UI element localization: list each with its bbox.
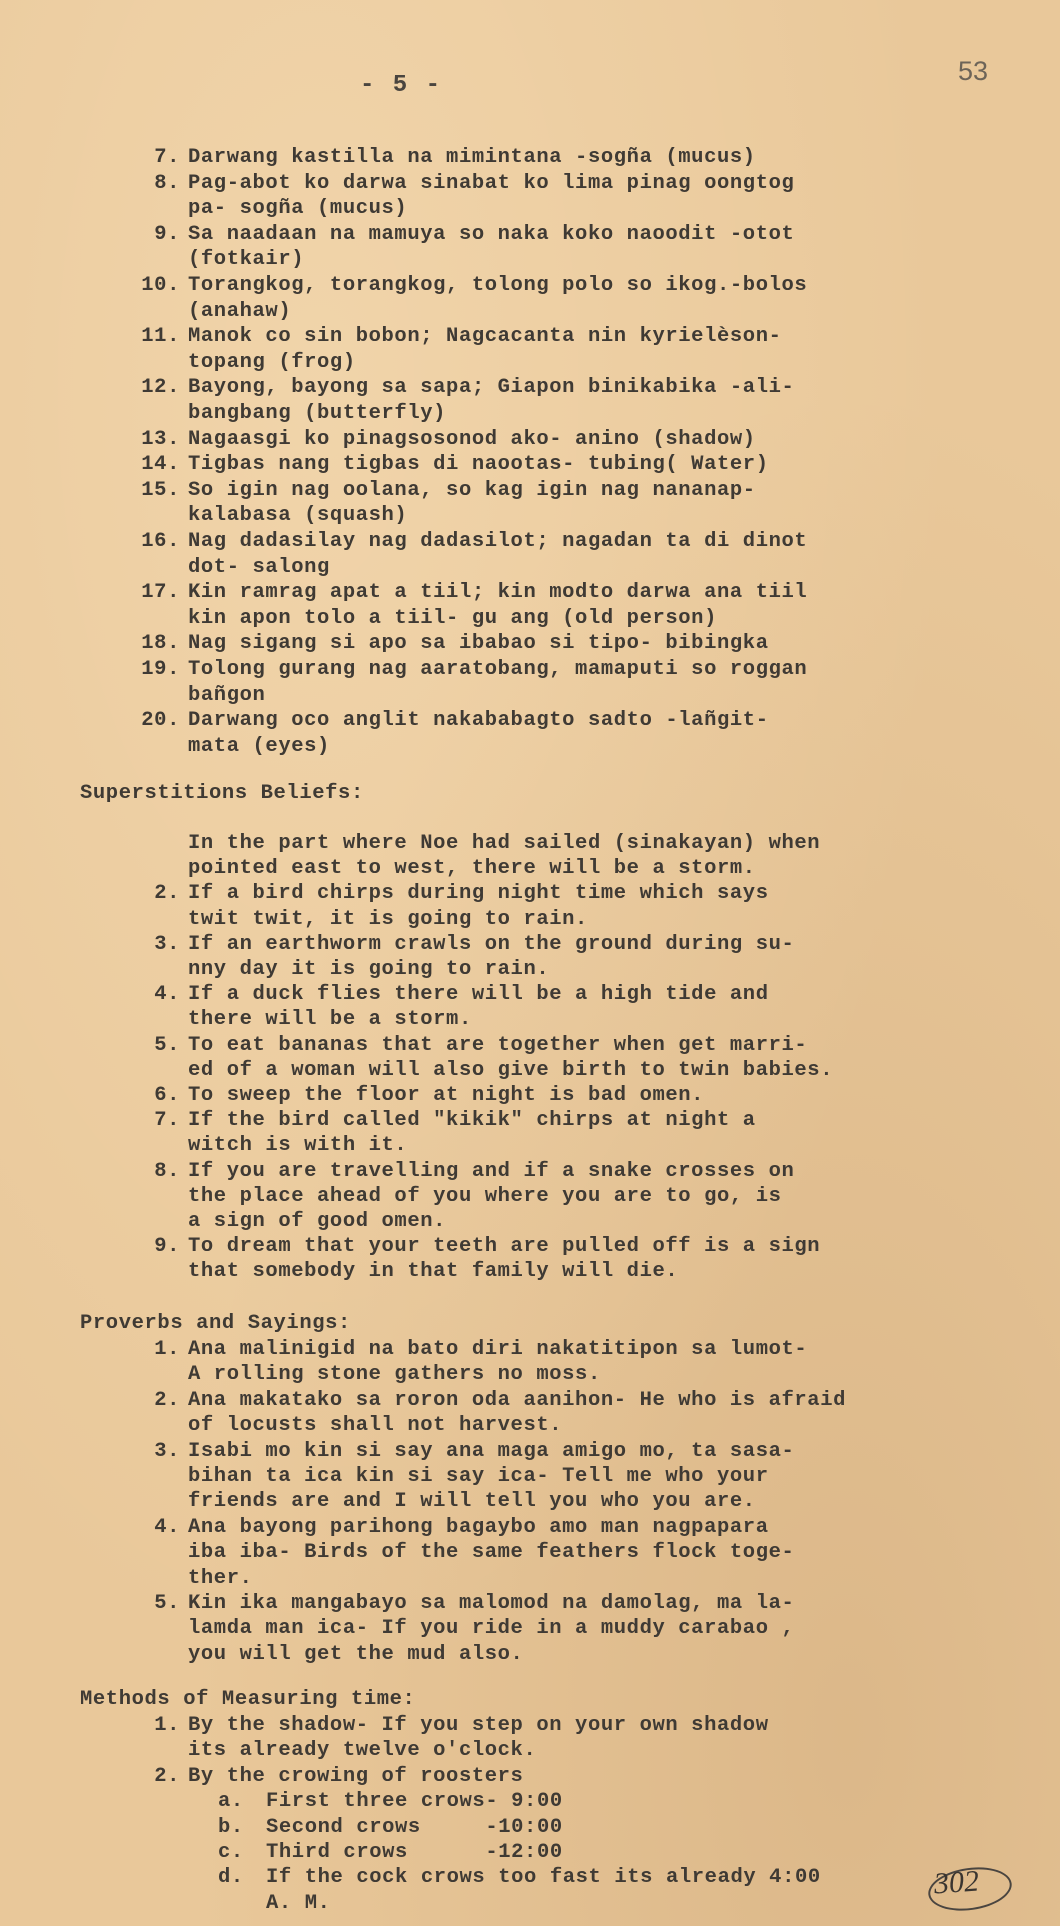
text-line xyxy=(136,1440,794,1464)
text-line xyxy=(136,504,407,528)
text-line xyxy=(136,376,794,400)
text-line xyxy=(136,1363,601,1387)
item-text: Bayong, bayong sa sapa; Giapon binikabika -ali- xyxy=(188,376,795,400)
text-line xyxy=(136,882,769,906)
text-line xyxy=(136,1567,253,1591)
sub-item xyxy=(218,1866,821,1890)
item-text: Ana bayong parihong bagaybo amo man nagpapara xyxy=(188,1515,769,1539)
text-line xyxy=(136,1160,794,1184)
text-line xyxy=(136,709,769,733)
item-text: kin apon tolo a tiil- gu ang (old person) xyxy=(188,606,717,630)
text-line xyxy=(136,351,356,375)
item-text: bihan ta ica kin si say ica- Tell me who your xyxy=(188,1465,769,1488)
sub-item-text: First three crows- 9:00 xyxy=(266,1790,563,1814)
item-text: Tolong gurang nag aaratobang, mamaputi so roggan xyxy=(188,658,808,681)
text-line xyxy=(136,1765,523,1789)
item-text: pa- sogña (mucus) xyxy=(188,197,408,221)
item-number: 18. xyxy=(141,632,180,656)
item-text: In the part where Noe had sailed (sinakayan) when xyxy=(188,832,821,855)
text-line xyxy=(136,453,769,477)
item-text: To sweep the floor at night is bad omen. xyxy=(188,1084,705,1107)
item-number: 5. xyxy=(154,1033,180,1057)
text-line xyxy=(136,832,820,856)
item-text: (anahaw) xyxy=(188,299,292,323)
item-text: ther. xyxy=(188,1566,253,1590)
text-line xyxy=(136,1235,820,1259)
text-line xyxy=(136,479,756,503)
item-number: 8. xyxy=(154,1159,180,1183)
item-text: If an earthworm crawls on the ground during su- xyxy=(188,932,795,956)
text-line xyxy=(136,908,588,932)
item-number: 9. xyxy=(154,1235,180,1259)
item-number: 3. xyxy=(154,1439,180,1463)
text-line xyxy=(136,857,756,881)
text-line xyxy=(136,556,330,580)
item-text: Darwang kastilla na mimintana -sogña (mucus) xyxy=(188,146,756,169)
measuring-time-heading: Methods of Measuring time: xyxy=(80,1688,416,1711)
item-number: 2. xyxy=(154,1764,180,1788)
item-text: iba iba- Birds of the same feathers flock toge- xyxy=(188,1541,795,1565)
item-number: 5. xyxy=(154,1592,180,1615)
item-number: 7. xyxy=(154,1109,180,1133)
item-text: there will be a storm. xyxy=(188,1008,472,1032)
text-line xyxy=(136,1714,769,1738)
text-line xyxy=(136,1260,678,1284)
item-text: Nag sigang si apo sa ibabao si tipo- bibingka xyxy=(188,632,769,656)
item-number: 8. xyxy=(154,171,180,195)
item-number: 15. xyxy=(141,478,180,502)
sub-item-letter: a. xyxy=(218,1790,244,1814)
item-text: Kin ramrag apat a tiil; kin modto darwa ana tiil xyxy=(188,581,808,605)
item-number: 14. xyxy=(141,453,180,477)
item-text: that somebody in that family will die. xyxy=(188,1260,679,1284)
sub-item xyxy=(218,1790,563,1814)
item-text: dot- salong xyxy=(188,555,330,579)
item-number: 10. xyxy=(141,274,180,297)
item-number: 19. xyxy=(141,658,180,681)
item-number: 4. xyxy=(154,1515,180,1539)
item-text: twit twit, it is going to rain. xyxy=(188,907,588,931)
proverbs-heading: Proverbs and Sayings: xyxy=(80,1312,351,1335)
text-line xyxy=(136,1185,782,1209)
item-text: A rolling stone gathers no moss. xyxy=(188,1363,601,1387)
item-text: a sign of good omen. xyxy=(188,1210,447,1233)
text-line xyxy=(136,607,717,631)
text-line xyxy=(136,223,794,247)
item-text: To dream that your teeth are pulled off is a sign xyxy=(188,1235,821,1259)
item-number: 3. xyxy=(154,932,180,956)
text-line xyxy=(136,735,330,759)
text-line xyxy=(136,933,794,957)
item-number: 1. xyxy=(154,1338,180,1361)
item-number: 1. xyxy=(154,1714,180,1737)
text-line xyxy=(136,172,794,196)
item-text: the place ahead of you where you are to go, is xyxy=(188,1184,782,1208)
text-line xyxy=(136,1389,846,1413)
item-text: Nagaasgi ko pinagsosonod ako- anino (shadow) xyxy=(188,427,756,451)
item-number: 13. xyxy=(141,427,180,451)
text-line xyxy=(136,1541,794,1565)
text-line xyxy=(136,658,807,682)
item-text: Nag dadasilay nag dadasilot; nagadan ta di dinot xyxy=(188,530,808,553)
item-text: If the bird called "kikik" chirps at night a xyxy=(188,1109,756,1133)
sub-item-letter: c. xyxy=(218,1841,244,1864)
text-line xyxy=(136,1490,756,1514)
text-line xyxy=(136,300,291,324)
item-number: 17. xyxy=(141,581,180,605)
text-line xyxy=(136,248,304,272)
page-number-handwritten: 53 xyxy=(958,56,989,86)
item-text: By the shadow- If you step on your own shadow xyxy=(188,1714,769,1737)
text-line xyxy=(136,146,756,170)
item-number: 2. xyxy=(154,1388,180,1412)
text-line xyxy=(136,1134,407,1158)
item-text: Ana makatako sa roron oda aanihon- He who is afraid xyxy=(188,1388,847,1412)
item-text: bañgon xyxy=(188,683,266,707)
item-number: 9. xyxy=(154,222,180,246)
item-text: If a bird chirps during night time which says xyxy=(188,882,769,906)
item-text: nny day it is going to rain. xyxy=(188,958,550,981)
item-text: Isabi mo kin si say ana maga amigo mo, ta sasa- xyxy=(188,1439,795,1463)
item-text: Sa naadaan na mamuya so naka koko naoodit -otot xyxy=(188,222,795,246)
item-number: 11. xyxy=(141,325,180,349)
item-text: Tigbas nang tigbas di naootas- tubing( Water) xyxy=(188,453,769,477)
item-text: So igin nag oolana, so kag igin nag nananap- xyxy=(188,478,756,502)
item-number: 16. xyxy=(141,530,180,553)
text-line xyxy=(136,983,769,1007)
text-line xyxy=(136,1034,807,1058)
item-text: its already twelve o'clock. xyxy=(188,1739,537,1763)
text-line xyxy=(136,1008,472,1032)
item-text: friends are and I will tell you who you are. xyxy=(188,1490,756,1514)
sub-item-letter: d. xyxy=(218,1866,244,1890)
item-text: ed of a woman will also give birth to twin babies. xyxy=(188,1058,834,1082)
sub-item-text: If the cock crows too fast its already 4:00 xyxy=(266,1866,821,1890)
text-line xyxy=(136,1617,794,1641)
text-line xyxy=(136,958,549,982)
text-line xyxy=(136,197,407,221)
item-number: 2. xyxy=(154,882,180,906)
item-text: Pag-abot ko darwa sinabat ko lima pinag oongtog xyxy=(188,171,795,195)
item-text: (fotkair) xyxy=(188,248,305,272)
item-number: 6. xyxy=(154,1084,180,1107)
item-text: Darwang oco anglit nakababagto sadto -lañgit- xyxy=(188,709,769,733)
sub-item-text: Third crows -12:00 xyxy=(266,1841,563,1864)
text-line xyxy=(136,1643,523,1667)
text-line xyxy=(136,274,807,298)
text-line xyxy=(136,1414,562,1438)
text-line xyxy=(136,632,769,656)
text-line xyxy=(136,1338,807,1362)
text-line xyxy=(136,1592,794,1616)
text-line xyxy=(136,1059,833,1083)
text-line xyxy=(136,1465,769,1489)
text-line xyxy=(136,1084,704,1108)
item-text: you will get the mud also. xyxy=(188,1642,524,1666)
item-text: kalabasa (squash) xyxy=(188,504,408,528)
text-line xyxy=(136,1739,536,1763)
item-text: pointed east to west, there will be a storm. xyxy=(188,857,756,881)
archive-number: 302 xyxy=(932,1864,981,1901)
text-line xyxy=(136,428,756,452)
text-line xyxy=(136,402,446,426)
text-line xyxy=(136,684,265,708)
sub-item xyxy=(218,1841,563,1865)
item-number: 12. xyxy=(141,376,180,400)
item-text: of locusts shall not harvest. xyxy=(188,1414,563,1438)
item-text: Torangkog, torangkog, tolong polo so ikog.-bolos xyxy=(188,274,808,297)
item-text: Kin ika mangabayo sa malomod na damolag, ma la- xyxy=(188,1592,795,1615)
superstitions-heading: Superstitions Beliefs: xyxy=(80,782,364,805)
text-line xyxy=(136,1109,756,1133)
sub-item xyxy=(218,1816,563,1840)
item-number: 20. xyxy=(141,709,180,733)
text-line xyxy=(136,530,807,554)
text-line xyxy=(136,1210,446,1234)
item-text: To eat bananas that are together when get marri- xyxy=(188,1033,808,1057)
sub-item-letter: b. xyxy=(218,1815,244,1839)
item-text: By the crowing of roosters xyxy=(188,1764,524,1788)
item-number: 4. xyxy=(154,983,180,1007)
item-text: mata (eyes) xyxy=(188,734,330,758)
item-number: 7. xyxy=(154,146,180,169)
item-text: Manok co sin bobon; Nagcacanta nin kyrielèson- xyxy=(188,325,782,349)
sub-item-text: Second crows -10:00 xyxy=(266,1815,563,1839)
sub-item xyxy=(218,1892,331,1916)
item-text: witch is with it. xyxy=(188,1134,408,1158)
sub-item-text: A. M. xyxy=(266,1891,331,1915)
item-text: bangbang (butterfly) xyxy=(188,402,447,425)
page-label: - 5 - xyxy=(360,72,443,99)
text-line xyxy=(136,1516,769,1540)
item-text: If a duck flies there will be a high tide and xyxy=(188,983,769,1007)
text-line xyxy=(136,325,782,349)
text-line xyxy=(136,581,807,605)
item-text: If you are travelling and if a snake crosses on xyxy=(188,1159,795,1183)
item-text: lamda man ica- If you ride in a muddy carabao , xyxy=(188,1617,795,1641)
item-text: topang (frog) xyxy=(188,350,356,374)
item-text: Ana malinigid na bato diri nakatitipon sa lumot- xyxy=(188,1338,808,1361)
